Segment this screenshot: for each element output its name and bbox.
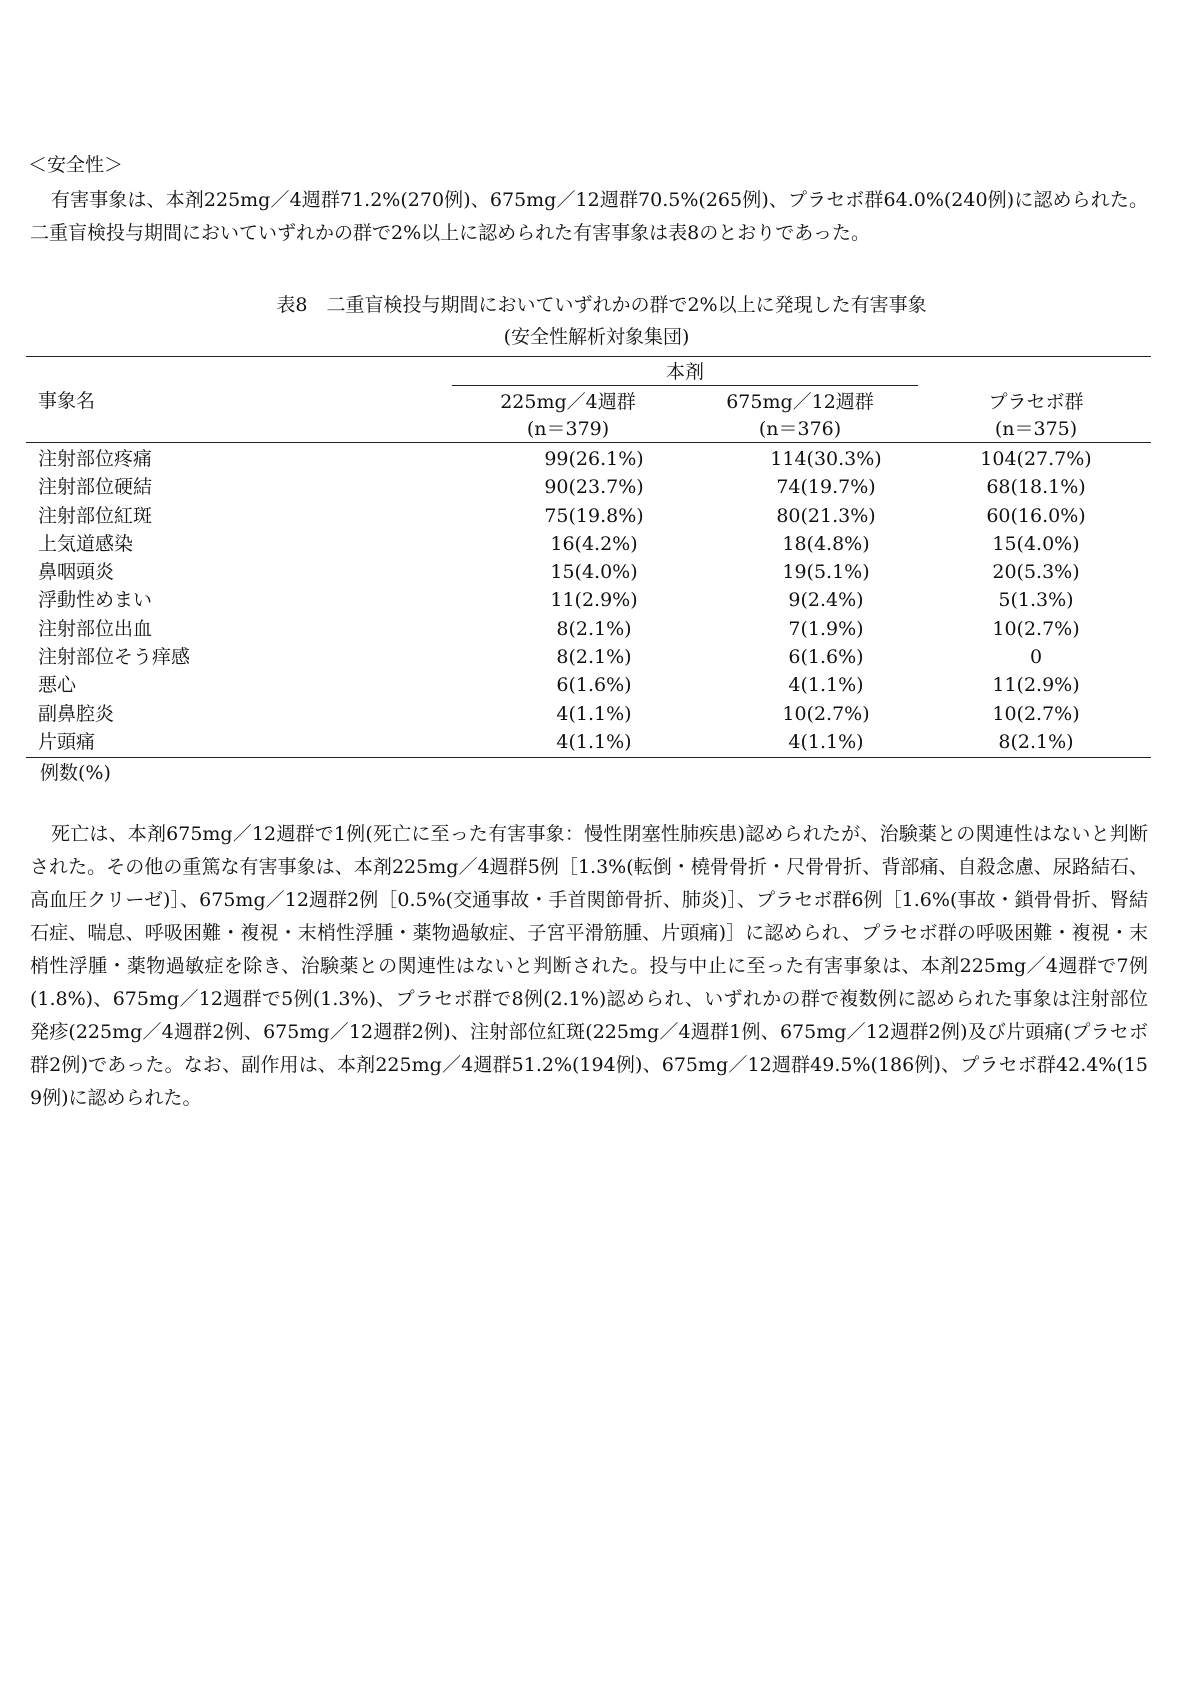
cell-225mg: 75(19.8%) xyxy=(544,504,644,527)
cell-675mg: 114(30.3%) xyxy=(770,448,882,470)
table-header-rule xyxy=(26,442,1151,443)
event-name: 副鼻腔炎 xyxy=(38,702,115,725)
outro-paragraph: 死亡は、本剤675mg／12週群で1例(死亡に至った有害事象：慢性閉塞性肺疾患)認められたが、治験薬との関連性はないと判断された。その他の重篤な有害事象は、本剤225mg／4週群5例［1.3%(転倒・橈骨骨折・尺骨骨折、背部痛、自殺念慮、尿路結石、高血圧クリーゼ)］、675mg／12週群2例［0.5%(交通事故・手首関節骨折、肺炎)］、プラセボ群6例［1.6%(事故・鎖骨骨折、腎結石症、喘息、呼吸困難・複視・末梢性浮腫・薬物過敏症、子宮平滑筋腫、片頭痛)］に認められ、プラセボ群の呼吸困難・複視・末梢性浮腫・薬物過敏症を除き、治験薬との関連性はないと判断された。投与中止に至った有害事象は、本剤225mg／4週群で7例(1.8%)、675mg／12週群で5例(1.3%)、プラセボ群で8例(2.1%)認められ、いずれかの群で複数例に認められた事象は注射部位発疹(225mg／4週群2例、675mg／12週群2例)、注射部位紅斑(225mg／4週群1例、675mg／12週群2例)及び片頭痛(プラセボ群2例)であった。なお、副作用は、本剤225mg／4週群51.2%(194例)、675mg／12週群49.5%(186例)、プラセボ群42.4%(159例)に認められた。 xyxy=(30,823,1148,1109)
group-header-rule xyxy=(452,385,918,386)
cell-placebo: 8(2.1%) xyxy=(998,730,1074,753)
cell-225mg: 11(2.9%) xyxy=(550,589,638,612)
table-row xyxy=(26,615,1151,643)
table-row xyxy=(26,643,1151,671)
table-row xyxy=(26,445,1151,473)
event-name: 注射部位硬結 xyxy=(38,476,153,499)
event-name: 悪心 xyxy=(38,674,77,697)
cell-225mg: 8(2.1%) xyxy=(556,646,632,669)
cell-675mg: 6(1.6%) xyxy=(788,646,864,669)
table-row xyxy=(26,700,1151,728)
column-header-placebo: プラセボ群 xyxy=(988,391,1084,413)
group-header: 本剤 xyxy=(665,361,704,383)
cell-placebo: 15(4.0%) xyxy=(992,532,1080,555)
cell-675mg: 4(1.1%) xyxy=(788,730,864,753)
cell-675mg: 9(2.4%) xyxy=(788,589,864,612)
column-header-225mg: 225mg／4週群 xyxy=(500,391,636,413)
cell-675mg: 19(5.1%) xyxy=(782,561,870,584)
table-row xyxy=(26,728,1151,756)
column-header-675mg: 675mg／12週群 xyxy=(726,391,874,413)
table-row xyxy=(26,473,1151,501)
event-name: 注射部位紅斑 xyxy=(38,504,153,527)
cell-675mg: 10(2.7%) xyxy=(782,702,870,725)
cell-675mg: 4(1.1%) xyxy=(788,674,864,697)
event-name: 注射部位疼痛 xyxy=(38,448,153,470)
column-n-225mg: (n＝379) xyxy=(526,418,610,440)
cell-675mg: 7(1.9%) xyxy=(788,617,864,640)
cell-225mg: 99(26.1%) xyxy=(544,448,644,470)
event-name: 上気道感染 xyxy=(38,532,134,555)
cell-675mg: 18(4.8%) xyxy=(782,532,870,555)
table-row xyxy=(26,586,1151,614)
cell-placebo: 5(1.3%) xyxy=(998,589,1074,612)
table-row xyxy=(26,530,1151,558)
table-subcaption: (安全性解析対象集団) xyxy=(503,326,690,348)
intro-paragraph: 有害事象は、本剤225mg／4週群71.2%(270例)、675mg／12週群70.5%(265例)、プラセボ群64.0%(240例)に認められた。二重盲検投与期間においていずれかの群で2%以上に認められた有害事象は表8のとおりであった。 xyxy=(30,189,1148,244)
cell-225mg: 8(2.1%) xyxy=(556,617,632,640)
table-body xyxy=(26,445,1151,756)
section-heading: ＜安全性＞ xyxy=(28,154,124,176)
table-row xyxy=(26,558,1151,586)
cell-placebo: 104(27.7%) xyxy=(980,448,1092,470)
cell-placebo: 10(2.7%) xyxy=(992,617,1080,640)
cell-225mg: 15(4.0%) xyxy=(550,561,638,584)
cell-225mg: 4(1.1%) xyxy=(556,730,632,753)
cell-placebo: 60(16.0%) xyxy=(986,504,1086,527)
table-footnote: 例数(%) xyxy=(40,762,111,784)
cell-675mg: 80(21.3%) xyxy=(776,504,876,527)
column-n-675mg: (n＝376) xyxy=(758,418,842,440)
cell-placebo: 10(2.7%) xyxy=(992,702,1080,725)
table-top-rule xyxy=(26,356,1151,357)
table-bottom-rule xyxy=(26,757,1151,758)
cell-placebo: 0 xyxy=(1029,646,1043,669)
cell-225mg: 90(23.7%) xyxy=(544,476,644,499)
cell-225mg: 4(1.1%) xyxy=(556,702,632,725)
event-name-header: 事象名 xyxy=(38,390,96,412)
column-n-placebo: (n＝375) xyxy=(994,418,1078,440)
cell-placebo: 68(18.1%) xyxy=(986,476,1086,499)
event-name: 注射部位そう痒感 xyxy=(38,646,191,669)
event-name: 浮動性めまい xyxy=(38,589,153,612)
cell-675mg: 74(19.7%) xyxy=(776,476,876,499)
table-row xyxy=(26,502,1151,530)
event-name: 注射部位出血 xyxy=(38,617,153,640)
cell-225mg: 16(4.2%) xyxy=(550,532,638,555)
table-row xyxy=(26,671,1151,699)
cell-225mg: 6(1.6%) xyxy=(556,674,632,697)
cell-placebo: 20(5.3%) xyxy=(992,561,1080,584)
table-caption: 表8 二重盲検投与期間においていずれかの群で2%以上に発現した有害事象 xyxy=(276,294,927,316)
event-name: 鼻咽頭炎 xyxy=(38,561,115,584)
event-name: 片頭痛 xyxy=(38,730,96,753)
cell-placebo: 11(2.9%) xyxy=(992,674,1080,697)
